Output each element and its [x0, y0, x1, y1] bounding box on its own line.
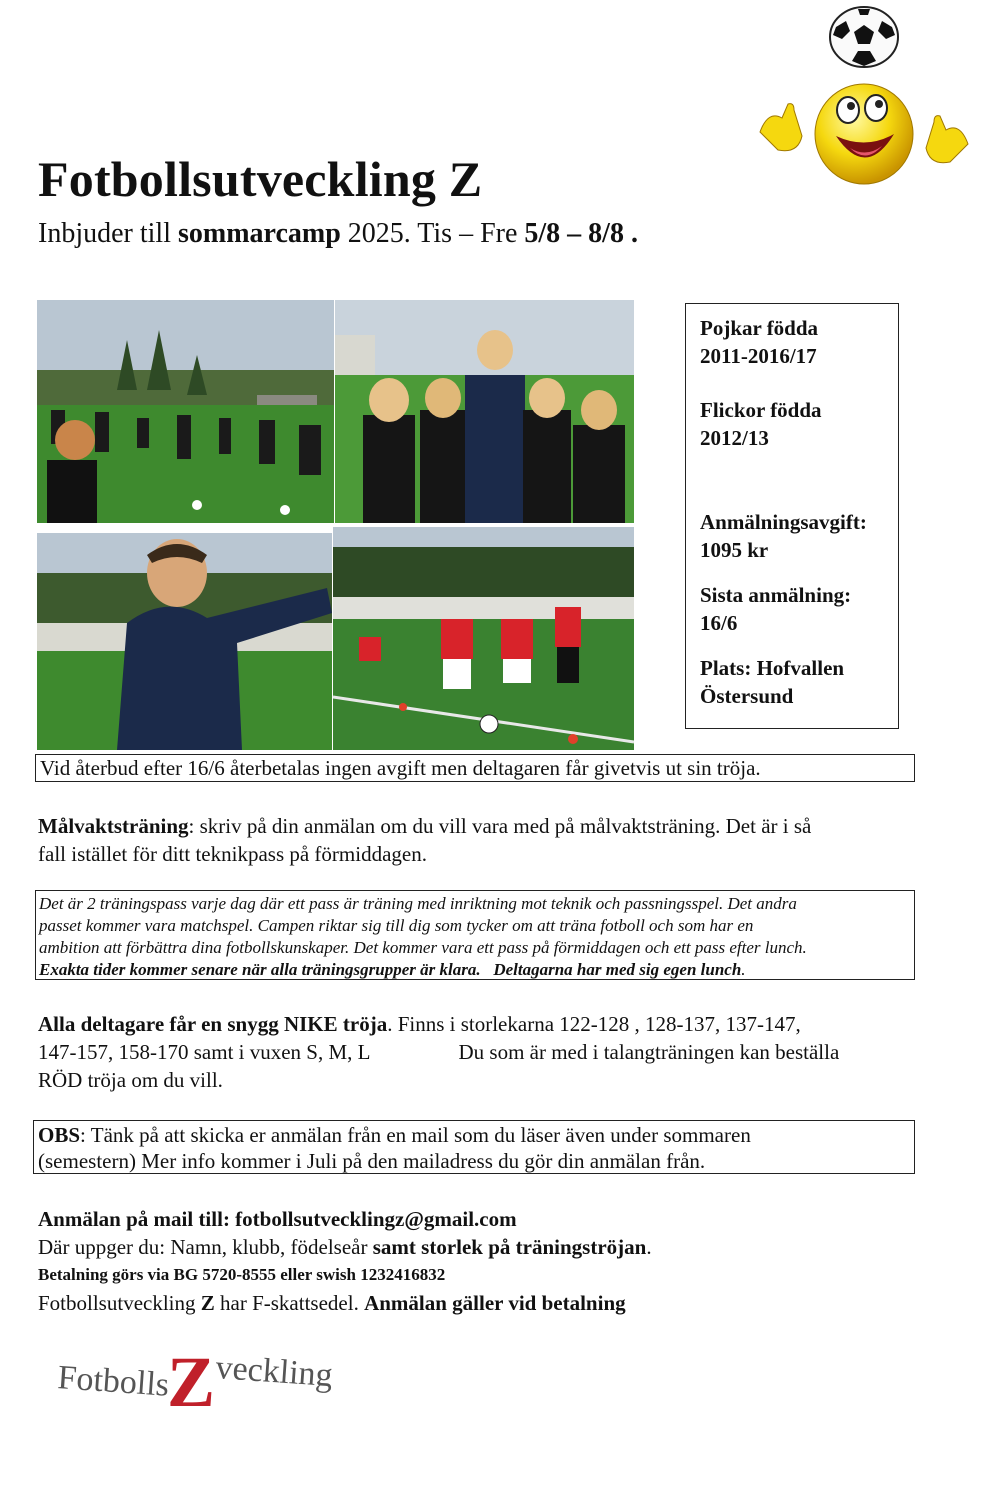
payment-line: Betalning görs via BG 5720-8555 eller swish 1232416832 [38, 1265, 446, 1284]
info-box [685, 303, 899, 729]
soccer-ball-icon [828, 5, 900, 69]
boys-label: Pojkar födda [700, 316, 819, 340]
goalkeeper-paragraph: Målvaktsträning: skriv på din anmälan om du vill vara med på målvaktsträning. Det är i så fall istället för ditt teknikpass på förmiddagen. [38, 814, 812, 866]
training-info-box: Det är 2 träningspass varje dag där ett pass är träning med inriktning mot teknik och passningsspel. Det andra passet kommer vara matchspel. Campen riktar sig till dig som tycker om att träna fotboll och som har en ambition att förbättra dina fotbollskunskaper. Det kommer vara ett pass på förmiddagen och ett pass efter lunch. Exakta tider kommer senare när alla träningsgrupper är klara. Deltagarna har med sig egen lunch. [35, 890, 915, 980]
boys-years: 2011-2016/17 [700, 344, 817, 368]
fee-value: 1095 kr [700, 538, 769, 562]
page-subtitle: Inbjuder till sommarcamp 2025. Tis – Fre 5/8 – 8/8 . [38, 218, 638, 249]
photo-kids-drill [333, 527, 634, 750]
obs-box: OBS: Tänk på att skicka er anmälan från en mail som du läser även under sommaren (semestern) Mer info kommer i Juli på den mailadress du gör din anmälan från. [33, 1120, 915, 1174]
photo-coach [37, 533, 332, 750]
girls-label: Flickor födda [700, 398, 822, 422]
logo-z: Z [167, 1342, 216, 1420]
photo-team-training [37, 300, 334, 523]
logo-text-right: veckling [214, 1349, 334, 1395]
tax-line: Fotbollsutveckling Z har F-skattsedel. Anmälan gäller vid betalning [38, 1291, 626, 1315]
logo-text-left: Fotbolls [56, 1359, 171, 1404]
photo-girls-group [335, 300, 634, 523]
shirt-paragraph: Alla deltagare får en snygg NIKE tröja. Finns i storlekarna 122-128 , 128-137, 137-147, 147-157, 158-170 samt i vuxen S, M, L Du som är med i talangträningen kan beställa RÖD tröja om du vill. [38, 1012, 840, 1092]
brand-logo [55, 1340, 355, 1420]
signup-section [38, 1205, 938, 1317]
deadline-label: Sista anmälning: [700, 583, 852, 607]
smiley-face-icon [758, 80, 970, 190]
place-city: Östersund [700, 684, 794, 708]
refund-notice: Vid återbud efter 16/6 återbetalas ingen avgift men deltagaren får givetvis ut sin tröja. [35, 754, 915, 782]
deadline-value: 16/6 [700, 611, 738, 635]
signup-email-line: Anmälan på mail till: fotbollsutvecklingz@gmail.com [38, 1207, 517, 1231]
fee-label: Anmälningsavgift: [700, 510, 867, 534]
place-label: Plats: Hofvallen [700, 656, 845, 680]
signup-details-line: Där uppger du: Namn, klubb, födelseår samt storlek på träningströjan. [38, 1235, 652, 1259]
page-title: Fotbollsutveckling Z [38, 151, 483, 207]
girls-years: 2012/13 [700, 426, 769, 450]
